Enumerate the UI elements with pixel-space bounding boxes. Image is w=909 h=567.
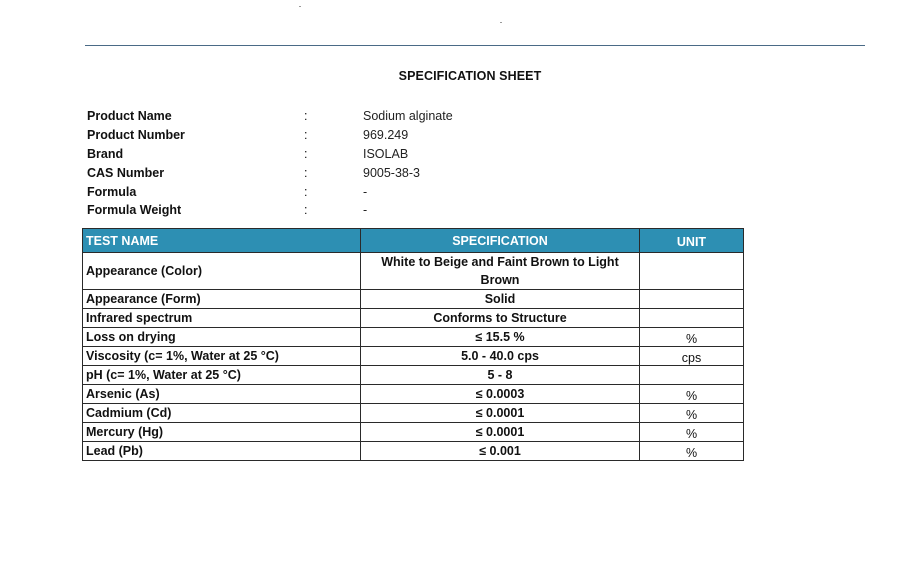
test-name-cell: Appearance (Form) — [83, 290, 361, 309]
unit-cell: % — [640, 442, 744, 461]
info-row-product-name — [87, 107, 607, 126]
table-row — [83, 290, 744, 309]
specification-cell: ≤ 0.0001 — [361, 404, 640, 423]
table-row — [83, 366, 744, 385]
test-name-cell: Infrared spectrum — [83, 309, 361, 328]
header-specification: SPECIFICATION — [361, 229, 640, 253]
test-name-cell: Loss on drying — [83, 328, 361, 347]
table-row — [83, 253, 744, 290]
info-label: Product Name — [87, 109, 172, 124]
test-name-cell: Viscosity (c= 1%, Water at 25 °C) — [83, 347, 361, 366]
info-colon: : — [304, 203, 308, 218]
info-label: Formula Weight — [87, 203, 182, 218]
info-value: ISOLAB — [363, 146, 409, 161]
specification-table — [82, 228, 744, 461]
specification-cell: 5.0 - 40.0 cps — [361, 347, 640, 366]
unit-cell — [640, 366, 744, 385]
info-value: - — [363, 203, 368, 218]
header-test-name: TEST NAME — [83, 229, 361, 253]
info-label: Formula — [87, 184, 137, 199]
specification-cell: ≤ 0.0001 — [361, 423, 640, 442]
test-name-cell: Cadmium (Cd) — [83, 404, 361, 423]
scan-speck — [299, 6, 301, 7]
specification-cell: Conforms to Structure — [361, 309, 640, 328]
info-row-brand — [87, 145, 607, 164]
info-row-formula — [87, 182, 607, 201]
table-row — [83, 328, 744, 347]
info-label: Brand — [87, 146, 124, 161]
test-name-cell: Lead (Pb) — [83, 442, 361, 461]
info-value: - — [363, 184, 368, 199]
unit-cell: % — [640, 404, 744, 423]
table-row — [83, 385, 744, 404]
table-row — [83, 309, 744, 328]
table-row — [83, 404, 744, 423]
test-name-cell: pH (c= 1%, Water at 25 °C) — [83, 366, 361, 385]
unit-cell: % — [640, 328, 744, 347]
info-colon: : — [304, 184, 308, 199]
unit-cell — [640, 309, 744, 328]
specification-cell: 5 - 8 — [361, 366, 640, 385]
info-row-product-number — [87, 126, 607, 145]
info-label: Product Number — [87, 128, 185, 143]
specification-cell: ≤ 0.001 — [361, 442, 640, 461]
test-name-cell: Arsenic (As) — [83, 385, 361, 404]
unit-cell: % — [640, 423, 744, 442]
specification-cell: ≤ 0.0003 — [361, 385, 640, 404]
info-value: Sodium alginate — [363, 109, 453, 124]
info-value: 9005-38-3 — [363, 165, 420, 180]
product-info — [87, 107, 607, 220]
test-name-cell: Appearance (Color) — [83, 253, 361, 290]
unit-cell — [640, 253, 744, 290]
document-title: SPECIFICATION SHEET — [398, 69, 542, 83]
table-header-row — [83, 229, 744, 253]
specification-cell: Solid — [361, 290, 640, 309]
scan-speck — [500, 22, 502, 23]
info-row-cas-number — [87, 163, 607, 182]
info-colon: : — [304, 146, 308, 161]
info-colon: : — [304, 128, 308, 143]
info-row-formula-weight — [87, 201, 607, 220]
unit-cell: % — [640, 385, 744, 404]
unit-cell: cps — [640, 347, 744, 366]
info-colon: : — [304, 109, 308, 124]
specification-cell: ≤ 15.5 % — [361, 328, 640, 347]
table-row — [83, 442, 744, 461]
specification-cell: White to Beige and Faint Brown to Light Brown — [361, 253, 640, 290]
header-unit: UNIT — [640, 229, 744, 253]
header-rule — [85, 45, 865, 46]
test-name-cell: Mercury (Hg) — [83, 423, 361, 442]
info-colon: : — [304, 165, 308, 180]
unit-cell — [640, 290, 744, 309]
info-label: CAS Number — [87, 165, 165, 180]
table-row — [83, 423, 744, 442]
info-value: 969.249 — [363, 128, 409, 143]
table-row — [83, 347, 744, 366]
